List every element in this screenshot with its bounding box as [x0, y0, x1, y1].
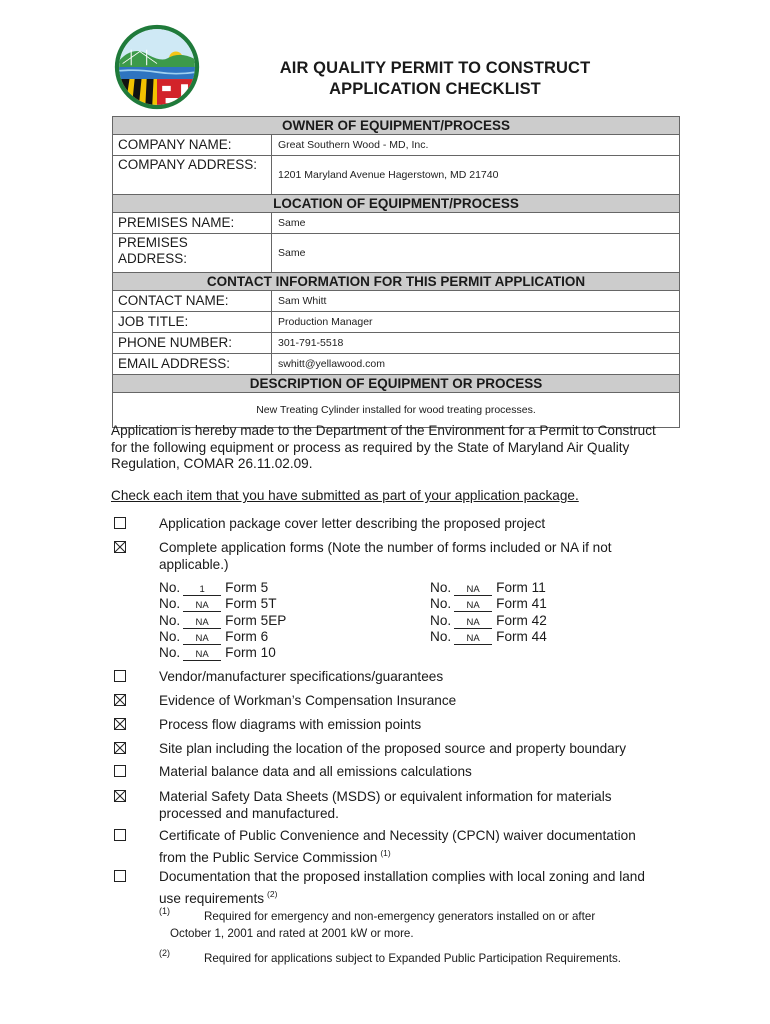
- logo-icon: [114, 24, 200, 110]
- checkbox-unchecked[interactable]: [114, 829, 126, 841]
- checkbox-checked[interactable]: [114, 742, 126, 754]
- form-count-field[interactable]: NA: [454, 617, 492, 629]
- no-label: No.: [159, 580, 181, 595]
- checklist-item-label: Process flow diagrams with emission points: [159, 717, 422, 732]
- location-section-header: LOCATION OF EQUIPMENT/PROCESS: [113, 195, 680, 213]
- footnote-text-line1: Required for applications subject to Expanded Public Participation Requirements.: [204, 952, 621, 965]
- form-row: [159, 596, 286, 612]
- contact-name-field[interactable]: Sam Whitt: [272, 291, 680, 312]
- form-count-field[interactable]: 1: [183, 584, 221, 596]
- phone-number-field[interactable]: 301-791-5518: [272, 333, 680, 354]
- company-address-label: COMPANY ADDRESS:: [113, 156, 272, 195]
- x-mark-icon: [115, 542, 125, 552]
- checklist-item-label: Certificate of Public Convenience and Necessity (CPCN) waiver documentation from the Public Service Commission: [159, 828, 636, 865]
- x-mark-icon: [115, 791, 125, 801]
- footnote-text-line1: Required for emergency and non-emergency generators installed on or after: [204, 910, 596, 923]
- checklist-item-label: Documentation that the proposed installation complies with local zoning and land use requirements: [159, 869, 645, 906]
- x-mark-icon: [115, 743, 125, 753]
- applicant-info-table: [112, 116, 680, 428]
- form-row: [159, 580, 286, 596]
- form-row: [430, 596, 547, 612]
- checklist-item-label-wrap: [159, 828, 654, 866]
- email-address-field[interactable]: swhitt@yellawood.com: [272, 354, 680, 375]
- no-label: No.: [159, 645, 181, 661]
- footnote-ref: (1): [380, 847, 391, 858]
- checkbox-unchecked[interactable]: [114, 870, 126, 882]
- checkbox-unchecked[interactable]: [114, 765, 126, 777]
- checklist-item-label: Material balance data and all emissions calculations: [159, 764, 472, 779]
- intro-paragraph: Application is hereby made to the Department of the Environment for a Permit to Construct for the following equipment or process as required by the State of Maryland Air Quality Regulation, COMAR 26.11.02.09.: [111, 423, 656, 472]
- form-name: Form 5EP: [225, 612, 287, 628]
- no-label: No.: [430, 628, 452, 644]
- description-field[interactable]: New Treating Cylinder installed for wood treating processes.: [113, 393, 680, 428]
- x-mark-icon: [115, 719, 125, 729]
- job-title-field[interactable]: Production Manager: [272, 312, 680, 333]
- premises-address-field[interactable]: Same: [272, 234, 680, 273]
- checkbox-checked[interactable]: [114, 790, 126, 802]
- checkbox-unchecked[interactable]: [114, 517, 126, 529]
- form-name: Form 11: [496, 580, 546, 595]
- mde-seal-logo: [114, 24, 200, 110]
- no-label: No.: [430, 596, 452, 612]
- contact-name-label: CONTACT NAME:: [113, 291, 272, 312]
- footnote-mark: (2): [159, 948, 170, 958]
- form-count-field[interactable]: NA: [183, 617, 221, 629]
- form-count-field[interactable]: NA: [454, 600, 492, 612]
- form-name: Form 41: [496, 596, 547, 612]
- x-mark-icon: [115, 695, 125, 705]
- forms-left-column: [159, 580, 286, 661]
- checklist-item-label: Vendor/manufacturer specifications/guarantees: [159, 669, 444, 684]
- footnote-mark: (1): [159, 906, 170, 916]
- checklist-instruction: Check each item that you have submitted as part of your application package.: [111, 488, 579, 503]
- form-row: [430, 629, 547, 645]
- form-count-field[interactable]: NA: [454, 584, 492, 596]
- no-label: No.: [430, 580, 452, 595]
- form-row: [159, 629, 286, 645]
- owner-section-header: OWNER OF EQUIPMENT/PROCESS: [113, 117, 680, 135]
- checklist-item-label: Material Safety Data Sheets (MSDS) or equivalent information for materials processed and manufactured.: [159, 789, 612, 821]
- form-name: Form 5T: [225, 596, 277, 612]
- job-title-label: JOB TITLE:: [113, 312, 272, 333]
- form-row: [430, 613, 547, 629]
- company-name-field[interactable]: Great Southern Wood - MD, Inc.: [272, 135, 680, 156]
- contact-section-header: CONTACT INFORMATION FOR THIS PERMIT APPLICATION: [113, 273, 680, 291]
- no-label: No.: [430, 612, 452, 628]
- form-name: Form 44: [496, 628, 547, 644]
- premises-address-label: [113, 234, 272, 273]
- checkbox-checked[interactable]: [114, 541, 126, 553]
- checklist-item-label: Site plan including the location of the proposed source and property boundary: [159, 741, 627, 756]
- form-count-field[interactable]: NA: [183, 600, 221, 612]
- checkbox-checked[interactable]: [114, 694, 126, 706]
- no-label: No.: [159, 628, 181, 644]
- footnote-2: [159, 948, 670, 967]
- footnote-1: [159, 906, 650, 942]
- form-name: Form 6: [225, 628, 269, 644]
- no-label: No.: [159, 596, 181, 612]
- premises-address-label-line2: ADDRESS:: [118, 251, 188, 266]
- premises-name-field[interactable]: Same: [272, 213, 680, 234]
- form-row: [159, 645, 286, 661]
- form-count-field[interactable]: NA: [183, 649, 221, 661]
- premises-address-label-line1: PREMISES: [118, 235, 188, 250]
- page-title: [230, 58, 640, 100]
- company-name-label: COMPANY NAME:: [113, 135, 272, 156]
- checklist-item-label-wrap: [159, 869, 659, 907]
- phone-number-label: PHONE NUMBER:: [113, 333, 272, 354]
- no-label: No.: [159, 612, 181, 628]
- premises-name-label: PREMISES NAME:: [113, 213, 272, 234]
- description-section-header: DESCRIPTION OF EQUIPMENT OR PROCESS: [113, 375, 680, 393]
- form-name: Form 5: [225, 580, 269, 595]
- form-name: Form 10: [225, 645, 276, 661]
- checkbox-checked[interactable]: [114, 718, 126, 730]
- title-line-1: AIR QUALITY PERMIT TO CONSTRUCT: [279, 59, 591, 77]
- checklist-item-label: Complete application forms (Note the number of forms included or NA if not applicable.): [159, 540, 612, 572]
- footnote-text-line2: October 1, 2001 and rated at 2001 kW or more.: [170, 927, 414, 940]
- email-address-label: EMAIL ADDRESS:: [113, 354, 272, 375]
- form-name: Form 42: [496, 612, 547, 628]
- company-address-field[interactable]: 1201 Maryland Avenue Hagerstown, MD 21740: [272, 156, 680, 195]
- title-line-2: APPLICATION CHECKLIST: [329, 80, 541, 98]
- form-row: [159, 613, 286, 629]
- checkbox-unchecked[interactable]: [114, 670, 126, 682]
- forms-right-column: [430, 580, 547, 645]
- form-count-field[interactable]: NA: [183, 633, 221, 645]
- checklist-item-label: Evidence of Workman’s Compensation Insurance: [159, 693, 457, 708]
- form-row: [430, 580, 547, 596]
- form-count-field[interactable]: NA: [454, 633, 492, 645]
- checklist-item-label: Application package cover letter describing the proposed project: [159, 516, 546, 531]
- footnote-ref: (2): [267, 888, 278, 899]
